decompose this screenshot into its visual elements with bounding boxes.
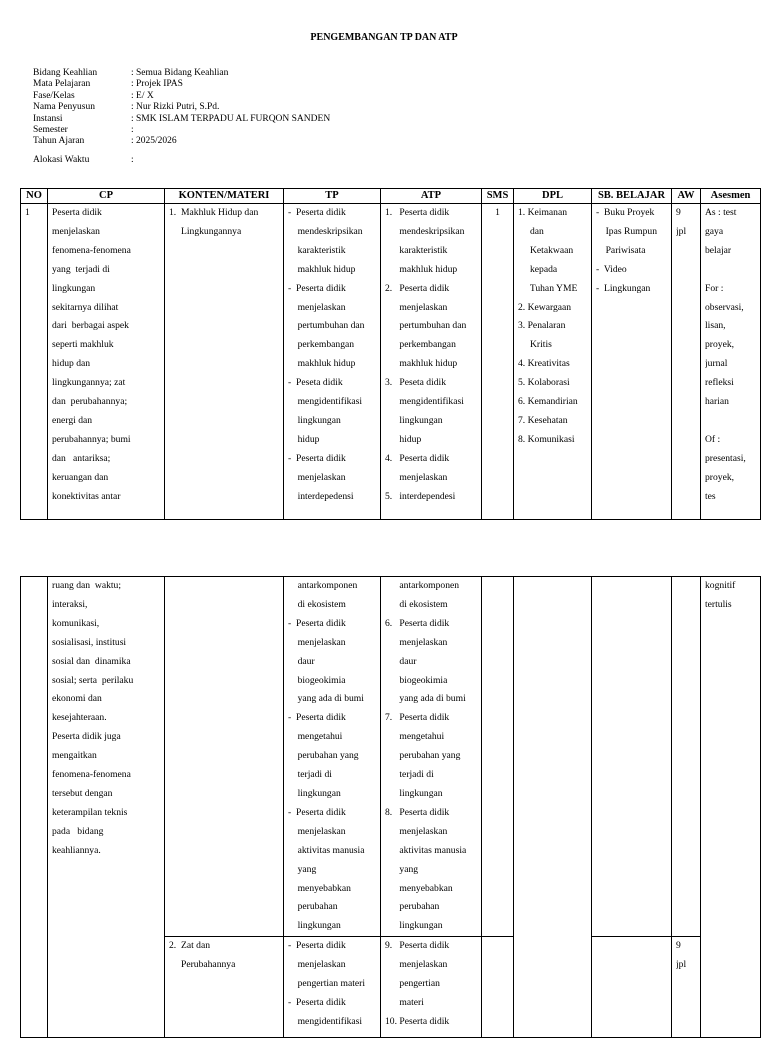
cell-text-line: 6. Peserta didik — [385, 617, 450, 629]
header-no: NO — [21, 189, 48, 204]
cell-text-line: menyebabkan — [288, 882, 351, 894]
cell-text-line: 3. Penalaran — [518, 320, 566, 332]
cell-text-line: makhluk hidup — [385, 358, 458, 370]
cell-text-line: keahliannya. — [52, 844, 101, 856]
cell-text-line: menjelaskan — [52, 225, 100, 237]
cell-text-line: interaksi, — [52, 598, 88, 610]
cell-text-line: 8. Peserta didik — [385, 806, 450, 818]
cell-text-line: daur — [385, 655, 417, 667]
cell-text-line: presentasi, — [705, 452, 746, 464]
cell-text-line: pertumbuhan dan — [385, 320, 467, 332]
cell-text-line: pengertian materi — [288, 978, 365, 990]
cell-text-line: jpl — [676, 225, 687, 237]
cell-text-line: dan perubahannya; — [52, 396, 128, 408]
cell-text-line: seperti makhluk — [52, 339, 114, 351]
cell-text-line: tersebut dengan — [52, 787, 113, 799]
cell-text-line: pengertian — [385, 978, 440, 990]
cell-text-line: biogeokimia — [288, 674, 346, 686]
cell-text-line: mendeskripsikan — [385, 225, 465, 237]
cell-konten — [165, 937, 284, 1038]
cell-konten — [165, 577, 284, 937]
cell-no: 1 — [21, 204, 48, 520]
cell-text-line: 4. Peserta didik — [385, 452, 450, 464]
cell-text-line: aktivitas manusia — [288, 844, 365, 856]
cell-aw — [672, 577, 701, 937]
cell-text-line: menjelaskan — [385, 825, 448, 837]
cell-text-line: 9 — [676, 207, 681, 218]
cell-text-line: - Video — [596, 263, 627, 275]
cell-text-line: lingkungan — [288, 920, 341, 932]
cell-sb-belajar — [592, 937, 672, 1038]
cell-text-line: antarkomponen — [288, 580, 358, 591]
cell-text-line: menjelaskan — [385, 301, 448, 313]
cell-text-line: ekonomi dan — [52, 693, 102, 705]
cell-text-line: 6. Kemandirian — [518, 396, 578, 408]
cell-atp — [381, 204, 482, 520]
cell-text-line: perkembangan — [385, 339, 456, 351]
cell-asesmen — [701, 204, 761, 520]
cell-sms — [482, 577, 514, 937]
cell-text-line: 3. Peseta didik — [385, 377, 447, 389]
meta-row-bidang-keahlian: Bidang Keahlian : Semua Bidang Keahlian — [33, 68, 229, 78]
cell-text-line: lingkungan — [52, 282, 96, 294]
cell-tp — [284, 937, 381, 1038]
cell-text-line: fenomena-fenomena — [52, 244, 131, 256]
header-asesmen: Asesmen — [701, 189, 761, 204]
cell-tp — [284, 577, 381, 937]
cell-text-line: konektivitas antar — [52, 490, 121, 502]
cell-text-line: harian — [705, 396, 729, 408]
cell-text-line: Kritis — [518, 339, 552, 351]
cell-text-line: hidup dan — [52, 358, 91, 370]
cell-text-line: keterampilan teknis — [52, 806, 128, 818]
cell-text-line: daur — [288, 655, 315, 667]
cell-text-line: 5. interdependesi — [385, 490, 456, 502]
cell-text-line: makhluk hidup — [385, 263, 458, 275]
cell-text-line: 9 — [676, 940, 681, 952]
cell-text-line: dari berbagai aspek — [52, 320, 129, 332]
cell-text-line: perubahan — [385, 901, 440, 913]
cell-text-line: pertumbuhan dan — [288, 320, 365, 332]
cell-text-line: keruangan dan — [52, 471, 109, 483]
cell-text-line: kesejahteraan. — [52, 712, 107, 724]
cell-text-line: 7. Kesehatan — [518, 414, 568, 426]
cell-text-line: mengaitkan — [52, 750, 97, 762]
meta-row-mata-pelajaran: Mata Pelajaran : Projek IPAS — [33, 79, 183, 90]
cell-text-line: aktivitas manusia — [385, 844, 467, 856]
table-row — [21, 577, 761, 937]
cell-text-line: - Peseta didik — [288, 377, 343, 389]
cell-sb-belajar — [592, 204, 672, 520]
cell-text-line: Perubahannya — [169, 959, 236, 971]
cell-text-line: sosialisasi, institusi — [52, 636, 127, 648]
cell-no — [21, 577, 48, 1038]
cell-atp — [381, 937, 482, 1038]
header-aw: AW — [672, 189, 701, 204]
cell-text-line: belajar — [705, 244, 732, 256]
cell-text-line: refleksi — [705, 377, 734, 389]
cell-text-line: - Peserta didik — [288, 207, 346, 218]
cell-text-line: Ipas Rumpun — [596, 225, 658, 237]
cell-text-line: yang — [385, 863, 419, 875]
meta-row-tahun-ajaran: Tahun Ajaran : 2025/2026 — [33, 136, 177, 147]
table-row — [21, 204, 761, 520]
cell-aw — [672, 937, 701, 1038]
header-cp: CP — [48, 189, 165, 204]
cell-text-line: 1. Peserta didik — [385, 207, 450, 218]
cell-text-line: - Peserta didik — [288, 940, 346, 952]
cell-aw — [672, 204, 701, 520]
cell-text-line: pada bidang — [52, 825, 104, 837]
cell-text-line: proyek, — [705, 339, 735, 351]
cell-text-line: perubahan yang — [288, 750, 359, 762]
cell-text-line: hidup — [288, 433, 320, 445]
document-title: PENGEMBANGAN TP DAN ATP — [310, 32, 458, 43]
cell-text-line: menjelaskan — [288, 471, 346, 483]
cell-text-line: jpl — [676, 959, 687, 971]
cell-text-line: menjelaskan — [288, 959, 346, 971]
cell-text-line: perubahan yang — [385, 750, 461, 762]
cell-text-line: di ekosistem — [288, 598, 346, 610]
cell-text-line: dan antariksa; — [52, 452, 111, 464]
table-header-row — [21, 189, 761, 204]
cell-text-line: lingkungan — [288, 787, 341, 799]
cell-text-line: lingkungannya; zat — [52, 377, 126, 389]
cell-text-line: karakteristik — [385, 244, 448, 256]
cell-text-line: dan — [518, 225, 544, 237]
cell-text-line: sekitarnya dilihat — [52, 301, 119, 313]
cell-text-line: hidup — [385, 433, 422, 445]
cell-text-line: kepada — [518, 263, 558, 275]
cell-text-line: terjadi di — [385, 769, 434, 781]
cell-text-line: ruang dan waktu; — [52, 580, 122, 591]
cell-text-line: 2. Zat dan — [169, 940, 211, 952]
cell-text-line: biogeokimia — [385, 674, 448, 686]
cell-text-line: mengidentifikasi — [288, 1015, 363, 1027]
cell-text-line: tes — [705, 490, 716, 502]
cell-text-line: mendeskripsikan — [288, 225, 363, 237]
meta-row-semester: Semester : — [33, 125, 134, 136]
cell-text-line: - Peserta didik — [288, 712, 346, 724]
cell-text-line: Tuhan YME — [518, 282, 578, 294]
cell-text-line: 1. Makhluk Hidup dan — [169, 207, 259, 218]
cell-sms: 1 — [482, 204, 514, 520]
tp-atp-table-page-2 — [20, 576, 761, 1038]
cell-text-line: antarkomponen — [385, 580, 460, 591]
cell-text-line: fenomena-fenomena — [52, 769, 131, 781]
cell-text-line: 1. Keimanan — [518, 207, 568, 218]
header-sms: SMS — [482, 189, 514, 204]
cell-text-line: 4. Kreativitas — [518, 358, 570, 370]
meta-row-fase-kelas: Fase/Kelas : E/ X — [33, 90, 154, 101]
cell-text-line: kognitif — [705, 580, 736, 591]
cell-text-line: di ekosistem — [385, 598, 448, 610]
cell-text-line: Peserta didik juga — [52, 731, 121, 743]
meta-row-instansi: Instansi : SMK ISLAM TERPADU AL FURQON SANDEN — [33, 113, 331, 124]
cell-text-line: 5. Kolaborasi — [518, 377, 570, 389]
header-tp: TP — [284, 189, 381, 204]
cell-text-line: tertulis — [705, 598, 732, 610]
cell-text-line: karakteristik — [288, 244, 346, 256]
cell-text-line: mengetahui — [385, 731, 445, 743]
header-konten-materi: KONTEN/MATERI — [165, 189, 284, 204]
cell-text-line: 10. Peserta didik — [385, 1015, 450, 1027]
cell-text-line: yang ada di bumi — [385, 693, 466, 705]
cell-text-line: yang terjadi di — [52, 263, 110, 275]
cell-text-line: materi — [385, 996, 424, 1008]
cell-text-line: perkembangan — [288, 339, 355, 351]
cell-text-line: - Buku Proyek — [596, 207, 655, 218]
cell-text-line: lisan, — [705, 320, 726, 332]
cell-text-line: makhluk hidup — [288, 263, 356, 275]
cell-text-line: perubahan — [288, 901, 338, 913]
cell-text-line: menjelaskan — [288, 301, 346, 313]
cell-text-line: menjelaskan — [288, 636, 346, 648]
cell-text-line: menjelaskan — [385, 471, 448, 483]
cell-cp — [48, 204, 165, 520]
cell-text-line: lingkungan — [288, 414, 341, 426]
cell-text-line: yang ada di bumi — [288, 693, 364, 705]
cell-text-line: 2. Peserta didik — [385, 282, 450, 294]
cell-dpl — [514, 204, 592, 520]
cell-text-line: Lingkungannya — [169, 225, 242, 237]
tp-atp-table-page-1 — [20, 188, 761, 520]
cell-text-line: Of : — [705, 433, 721, 445]
cell-konten — [165, 204, 284, 520]
cell-text-line: sosial dan dinamika — [52, 655, 131, 667]
cell-text-line: observasi, — [705, 301, 744, 313]
cell-atp — [381, 577, 482, 937]
cell-tp — [284, 204, 381, 520]
cell-text-line: 7. Peserta didik — [385, 712, 450, 724]
cell-text-line: - Peserta didik — [288, 282, 346, 294]
cell-text-line: For : — [705, 282, 724, 294]
cell-text-line: sosial; serta perilaku — [52, 674, 134, 686]
cell-text-line: lingkungan — [385, 414, 443, 426]
cell-text-line: menyebabkan — [385, 882, 453, 894]
cell-text-line: mengidentifikasi — [385, 396, 464, 408]
cell-text-line: - Peserta didik — [288, 452, 346, 464]
cell-dpl — [514, 577, 592, 1038]
cell-text-line: - Peserta didik — [288, 806, 346, 818]
cell-text-line: jurnal — [705, 358, 728, 370]
cell-sms — [482, 937, 514, 1038]
cell-text-line: 8. Komunikasi — [518, 433, 575, 445]
cell-text-line: komunikasi, — [52, 617, 100, 629]
cell-asesmen — [701, 577, 761, 1038]
cell-text-line: energi dan — [52, 414, 93, 426]
header-sb-belajar: SB. BELAJAR — [592, 189, 672, 204]
cell-text-line: - Lingkungan — [596, 282, 651, 294]
cell-text-line: gaya — [705, 225, 724, 237]
cell-text-line: mengidentifikasi — [288, 396, 363, 408]
cell-text-line: lingkungan — [385, 920, 443, 932]
cell-text-line: yang — [288, 863, 317, 875]
cell-text-line: - Peserta didik — [288, 996, 346, 1008]
cell-text-line: Peserta didik — [52, 207, 102, 218]
meta-row-nama-penyusun: Nama Penyusun : Nur Rizki Putri, S.Pd. — [33, 102, 220, 113]
cell-text-line: perubahannya; bumi — [52, 433, 131, 445]
cell-text-line — [705, 261, 760, 280]
cell-text-line: 2. Kewargaan — [518, 301, 572, 313]
meta-row-alokasi-waktu: Alokasi Waktu : — [33, 154, 134, 165]
cell-cp — [48, 577, 165, 1038]
cell-text-line: makhluk hidup — [288, 358, 356, 370]
header-dpl: DPL — [514, 189, 592, 204]
cell-text-line: 9. Peserta didik — [385, 940, 450, 952]
cell-text-line: lingkungan — [385, 787, 443, 799]
cell-text-line: proyek, — [705, 471, 735, 483]
cell-text-line: Pariwisata — [596, 244, 646, 256]
cell-sb-belajar — [592, 577, 672, 937]
cell-text-line: terjadi di — [288, 769, 332, 781]
cell-text-line — [705, 412, 760, 431]
cell-text-line: menjelaskan — [385, 959, 448, 971]
cell-text-line: menjelaskan — [385, 636, 448, 648]
cell-text-line: menjelaskan — [288, 825, 346, 837]
cell-text-line: As : test — [705, 207, 737, 218]
cell-text-line: Ketakwaan — [518, 244, 574, 256]
document-metadata — [33, 68, 330, 166]
cell-text-line: - Peserta didik — [288, 617, 346, 629]
header-atp: ATP — [381, 189, 482, 204]
cell-text-line: mengetahui — [288, 731, 343, 743]
cell-text-line: interdepedensi — [288, 490, 354, 502]
